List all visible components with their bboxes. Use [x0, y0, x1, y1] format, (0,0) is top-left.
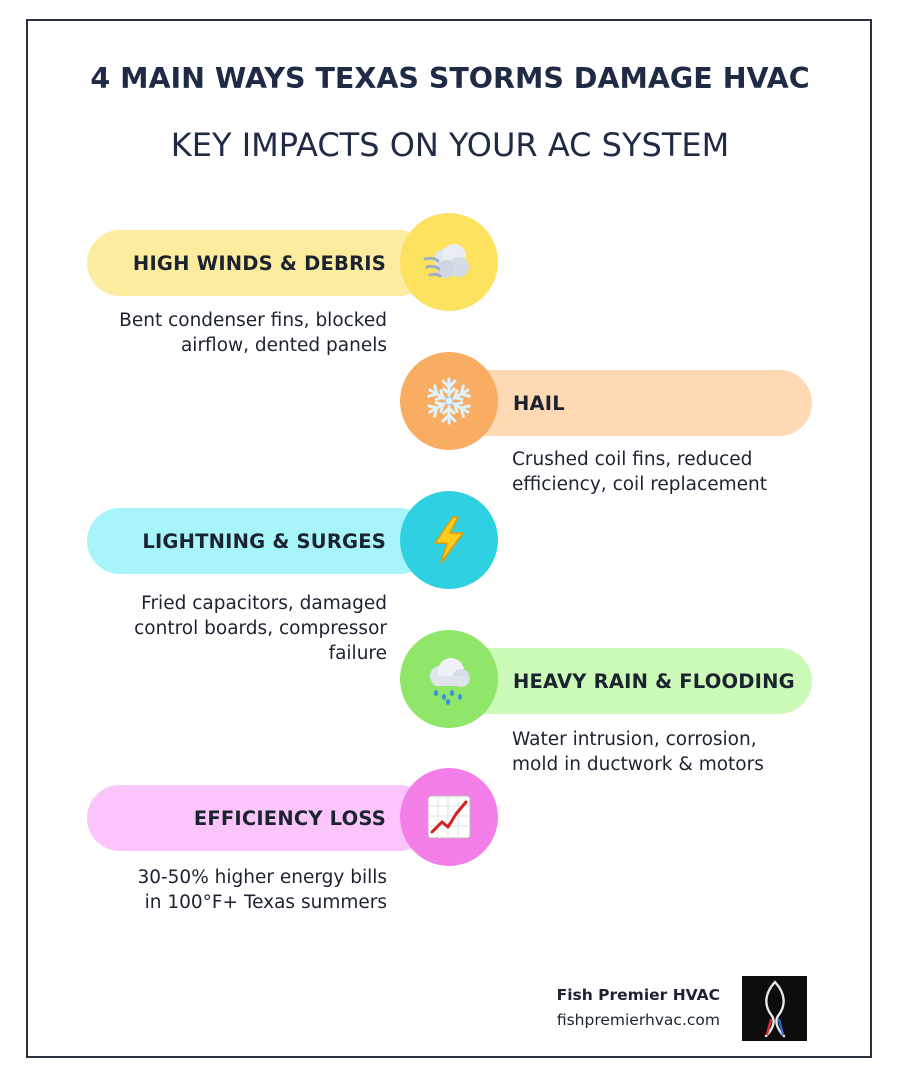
- lightning-bolt-icon: [400, 491, 498, 589]
- description-line: in 100°F+ Texas summers: [144, 892, 387, 913]
- description-line: Fried capacitors, damaged: [141, 593, 387, 614]
- wind-cloud-icon: [400, 213, 498, 311]
- impact-label: LIGHTNING & SURGES: [142, 529, 386, 553]
- impact-label: EFFICIENCY LOSS: [193, 806, 386, 830]
- description-line: 30-50% higher energy bills: [137, 867, 387, 888]
- impact-pill-efficiency-loss: [87, 785, 432, 851]
- brand-url[interactable]: fishpremierhvac.com: [556, 1011, 720, 1029]
- impact-label: HAIL: [513, 391, 565, 415]
- impact-label: HEAVY RAIN & FLOODING: [513, 669, 795, 693]
- snowflake-icon: [400, 352, 498, 450]
- impact-description-heavy-rain: [512, 727, 764, 777]
- brand-name: Fish Premier HVAC: [556, 986, 720, 1004]
- chart-increasing-icon: [400, 768, 498, 866]
- description-line: Water intrusion, corrosion,: [512, 729, 757, 750]
- impact-pill-lightning: [87, 508, 432, 574]
- impact-description-efficiency-loss: [137, 865, 387, 915]
- impact-description-lightning: [134, 591, 387, 666]
- description-line: efficiency, coil replacement: [512, 474, 767, 495]
- description-line: Bent condenser fins, blocked: [119, 310, 387, 331]
- rain-cloud-icon: [400, 630, 498, 728]
- impact-label: HIGH WINDS & DEBRIS: [132, 251, 386, 275]
- description-line: control boards, compressor: [134, 618, 387, 639]
- page-subtitle: KEY IMPACTS ON YOUR AC SYSTEM: [170, 126, 730, 164]
- page-title: 4 MAIN WAYS TEXAS STORMS DAMAGE HVAC: [90, 62, 810, 95]
- description-line: failure: [328, 643, 387, 664]
- fish-logo-icon: [742, 976, 807, 1041]
- impact-description-high-winds: [119, 308, 387, 358]
- description-line: mold in ductwork & motors: [512, 754, 764, 775]
- impact-pill-high-winds: [87, 230, 432, 296]
- description-line: airflow, dented panels: [180, 335, 387, 356]
- impact-description-hail: [512, 447, 767, 497]
- description-line: Crushed coil fins, reduced: [512, 449, 753, 470]
